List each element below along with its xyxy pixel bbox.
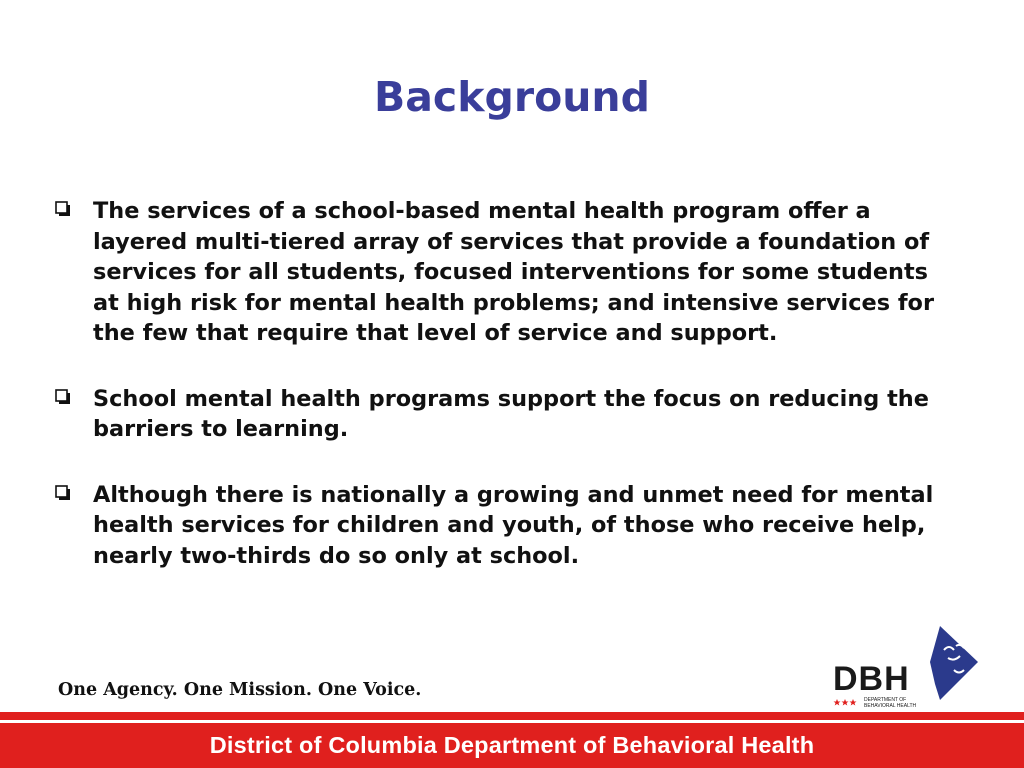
bullet-list [52, 196, 952, 606]
footer-org-name: District of Columbia Department of Behavioral Health [209, 732, 815, 758]
agency-tagline: One Agency. One Mission. One Voice. [58, 680, 422, 700]
bullet-text: The services of a school-based mental health program offer a layered multi-tiered array of services that provide a foundation of services for all students, focused interventions for some students at high risk for mental health problems; and intensive services for the few that require that level of service and support. [93, 198, 934, 346]
hollow-square-bullet-icon [55, 389, 71, 405]
hollow-square-bullet-icon [55, 485, 71, 501]
logo-subtitle-line1: DEPARTMENT OF [864, 697, 907, 703]
logo-acronym: DBH [833, 660, 910, 698]
slide-title: Background [374, 73, 650, 121]
bullet-item [52, 196, 952, 349]
logo-stars-icon [834, 699, 857, 706]
bullet-item [52, 480, 952, 572]
bullet-text: Although there is nationally a growing and unmet need for mental health services for children and youth, of those who receive help, nearly two-thirds do so only at school. [93, 481, 934, 569]
footer-stripe [0, 712, 1024, 720]
dbh-logo [830, 622, 980, 708]
hollow-square-bullet-icon [55, 201, 71, 217]
footer-bar [0, 723, 1024, 768]
dc-map-faces-logo-icon [930, 626, 978, 700]
bullet-item [52, 384, 952, 445]
bullet-text: School mental health programs support the focus on reducing the barriers to learning. [93, 385, 929, 442]
logo-subtitle-line2: BEHAVIORAL HEALTH [864, 703, 917, 708]
